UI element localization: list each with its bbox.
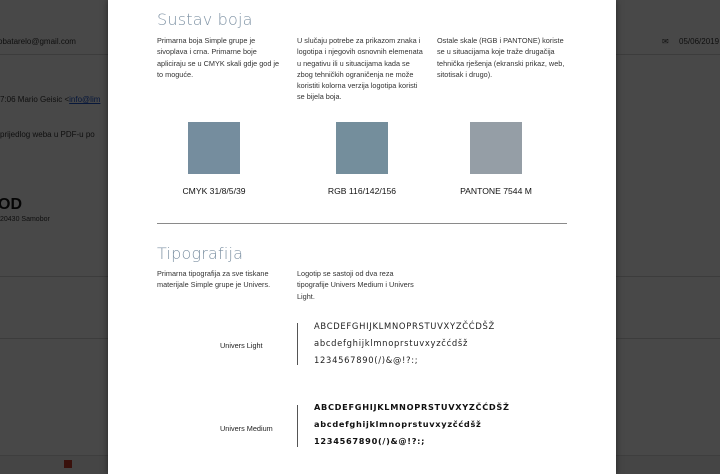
color-swatch-pantone	[470, 122, 522, 174]
swatch-label-rgb: RGB 116/142/156	[327, 186, 397, 196]
color-swatch-rgb	[336, 122, 388, 174]
colors-paragraph-1: Primarna boja Simple grupe je sivoplava i crna. Primarne boje apliciraju se u CMYK skali gdje god je to moguće.	[157, 36, 280, 79]
color-swatch-cmyk	[188, 122, 240, 174]
sample-medium-digits: 1234567890(/)&@!?:;	[314, 436, 426, 446]
font-sample-bar-light	[297, 323, 298, 365]
sample-light-lowercase: abcdefghijklmnoprstuvxyzčćdšž	[314, 338, 469, 348]
sample-medium-uppercase: ABCDEFGHIJKLMNOPRSTUVXYZČĆDŠŽ	[314, 402, 510, 412]
swatch-label-pantone: PANTONE 7544 M	[460, 186, 532, 196]
sample-light-uppercase: ABCDEFGHIJKLMNOPRSTUVXYZČĆDŠŽ	[314, 321, 495, 331]
sample-medium-lowercase: abcdefghijklmnoprstuvxyzčćdšž	[314, 419, 482, 429]
font-sample-bar-medium	[297, 405, 298, 447]
section-title-typography: Tipografija	[157, 244, 244, 263]
typography-paragraph-1: Primarna tipografija za sve tiskane materijale Simple grupe je Univers.	[157, 269, 271, 290]
section-title-colors: Sustav boja	[157, 10, 253, 29]
swatch-label-cmyk: CMYK 31/8/5/39	[182, 186, 246, 196]
font-name-medium: Univers Medium	[220, 424, 273, 433]
section-divider	[157, 223, 567, 224]
pdf-page	[108, 0, 616, 474]
font-name-light: Univers Light	[220, 341, 263, 350]
typography-paragraph-2: Logotip se sastoji od dva reza tipografije Univers Medium i Univers Light.	[297, 269, 414, 301]
colors-paragraph-3: Ostale skale (RGB i PANTONE) koriste se u situacijama koje traže drugačija tehnička rješenja (ekranski prikaz, web, sitotisak i drugo).	[437, 36, 565, 79]
sample-light-digits: 1234567890(/)&@!?:;	[314, 355, 419, 365]
colors-paragraph-2: U slučaju potrebe za prikazom znaka i logotipa i njegovih osnovnih elemenata u negativu ili u situacijama kada se zbog tehničkih ograničenja ne može koristiti kolorna verzija logotipa koristi se bijela boja.	[297, 36, 423, 102]
